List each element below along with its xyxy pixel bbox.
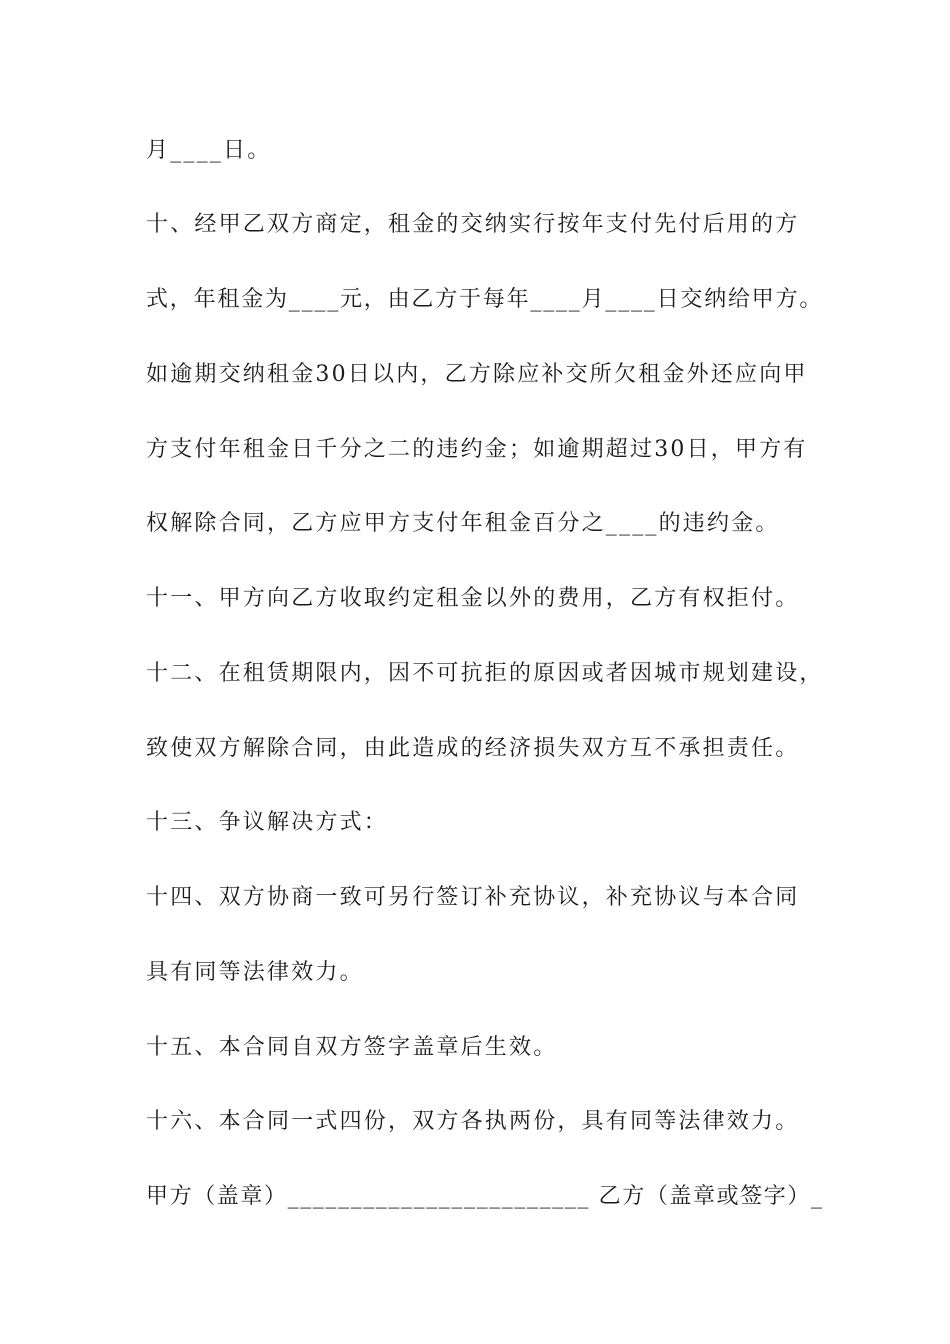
- text-line: 十二、在租赁期限内，因不可抗拒的原因或者因城市规划建设，: [146, 661, 824, 686]
- text-line: 十三、争议解决方式：: [146, 810, 389, 835]
- text-line: 十一、甲方向乙方收取约定租金以外的费用，乙方有权拒付。: [146, 586, 800, 611]
- text-line: 十五、本合同自双方签字盖章后生效。: [146, 1035, 558, 1060]
- text-line: 十四、双方协商一致可另行签订补充协议，补充协议与本合同: [146, 885, 800, 910]
- text-line: 权解除合同，乙方应甲方支付年租金百分之____的违约金。: [146, 511, 780, 536]
- text-line: 十、经甲乙双方商定，租金的交纳实行按年支付先付后用的方: [146, 212, 800, 237]
- text-line: 式，年租金为____元，由乙方于每年____月____日交纳给甲方。: [146, 287, 824, 312]
- text-line: 如逾期交纳租金30日以内，乙方除应补交所欠租金外还应向甲: [146, 362, 808, 387]
- text-line: 方支付年租金日千分之二的违约金；如逾期超过30日，甲方有: [146, 437, 808, 462]
- text-line: 具有同等法律效力。: [146, 960, 364, 985]
- signature-line: 甲方（盖章）________________________ 乙方（盖章或签字）_: [146, 1184, 824, 1209]
- text-line: 致使双方解除合同，由此造成的经济损失双方互不承担责任。: [146, 736, 800, 761]
- text-line: 十六、本合同一式四份，双方各执两份，具有同等法律效力。: [146, 1109, 800, 1134]
- text-line: 月____日。: [146, 138, 272, 163]
